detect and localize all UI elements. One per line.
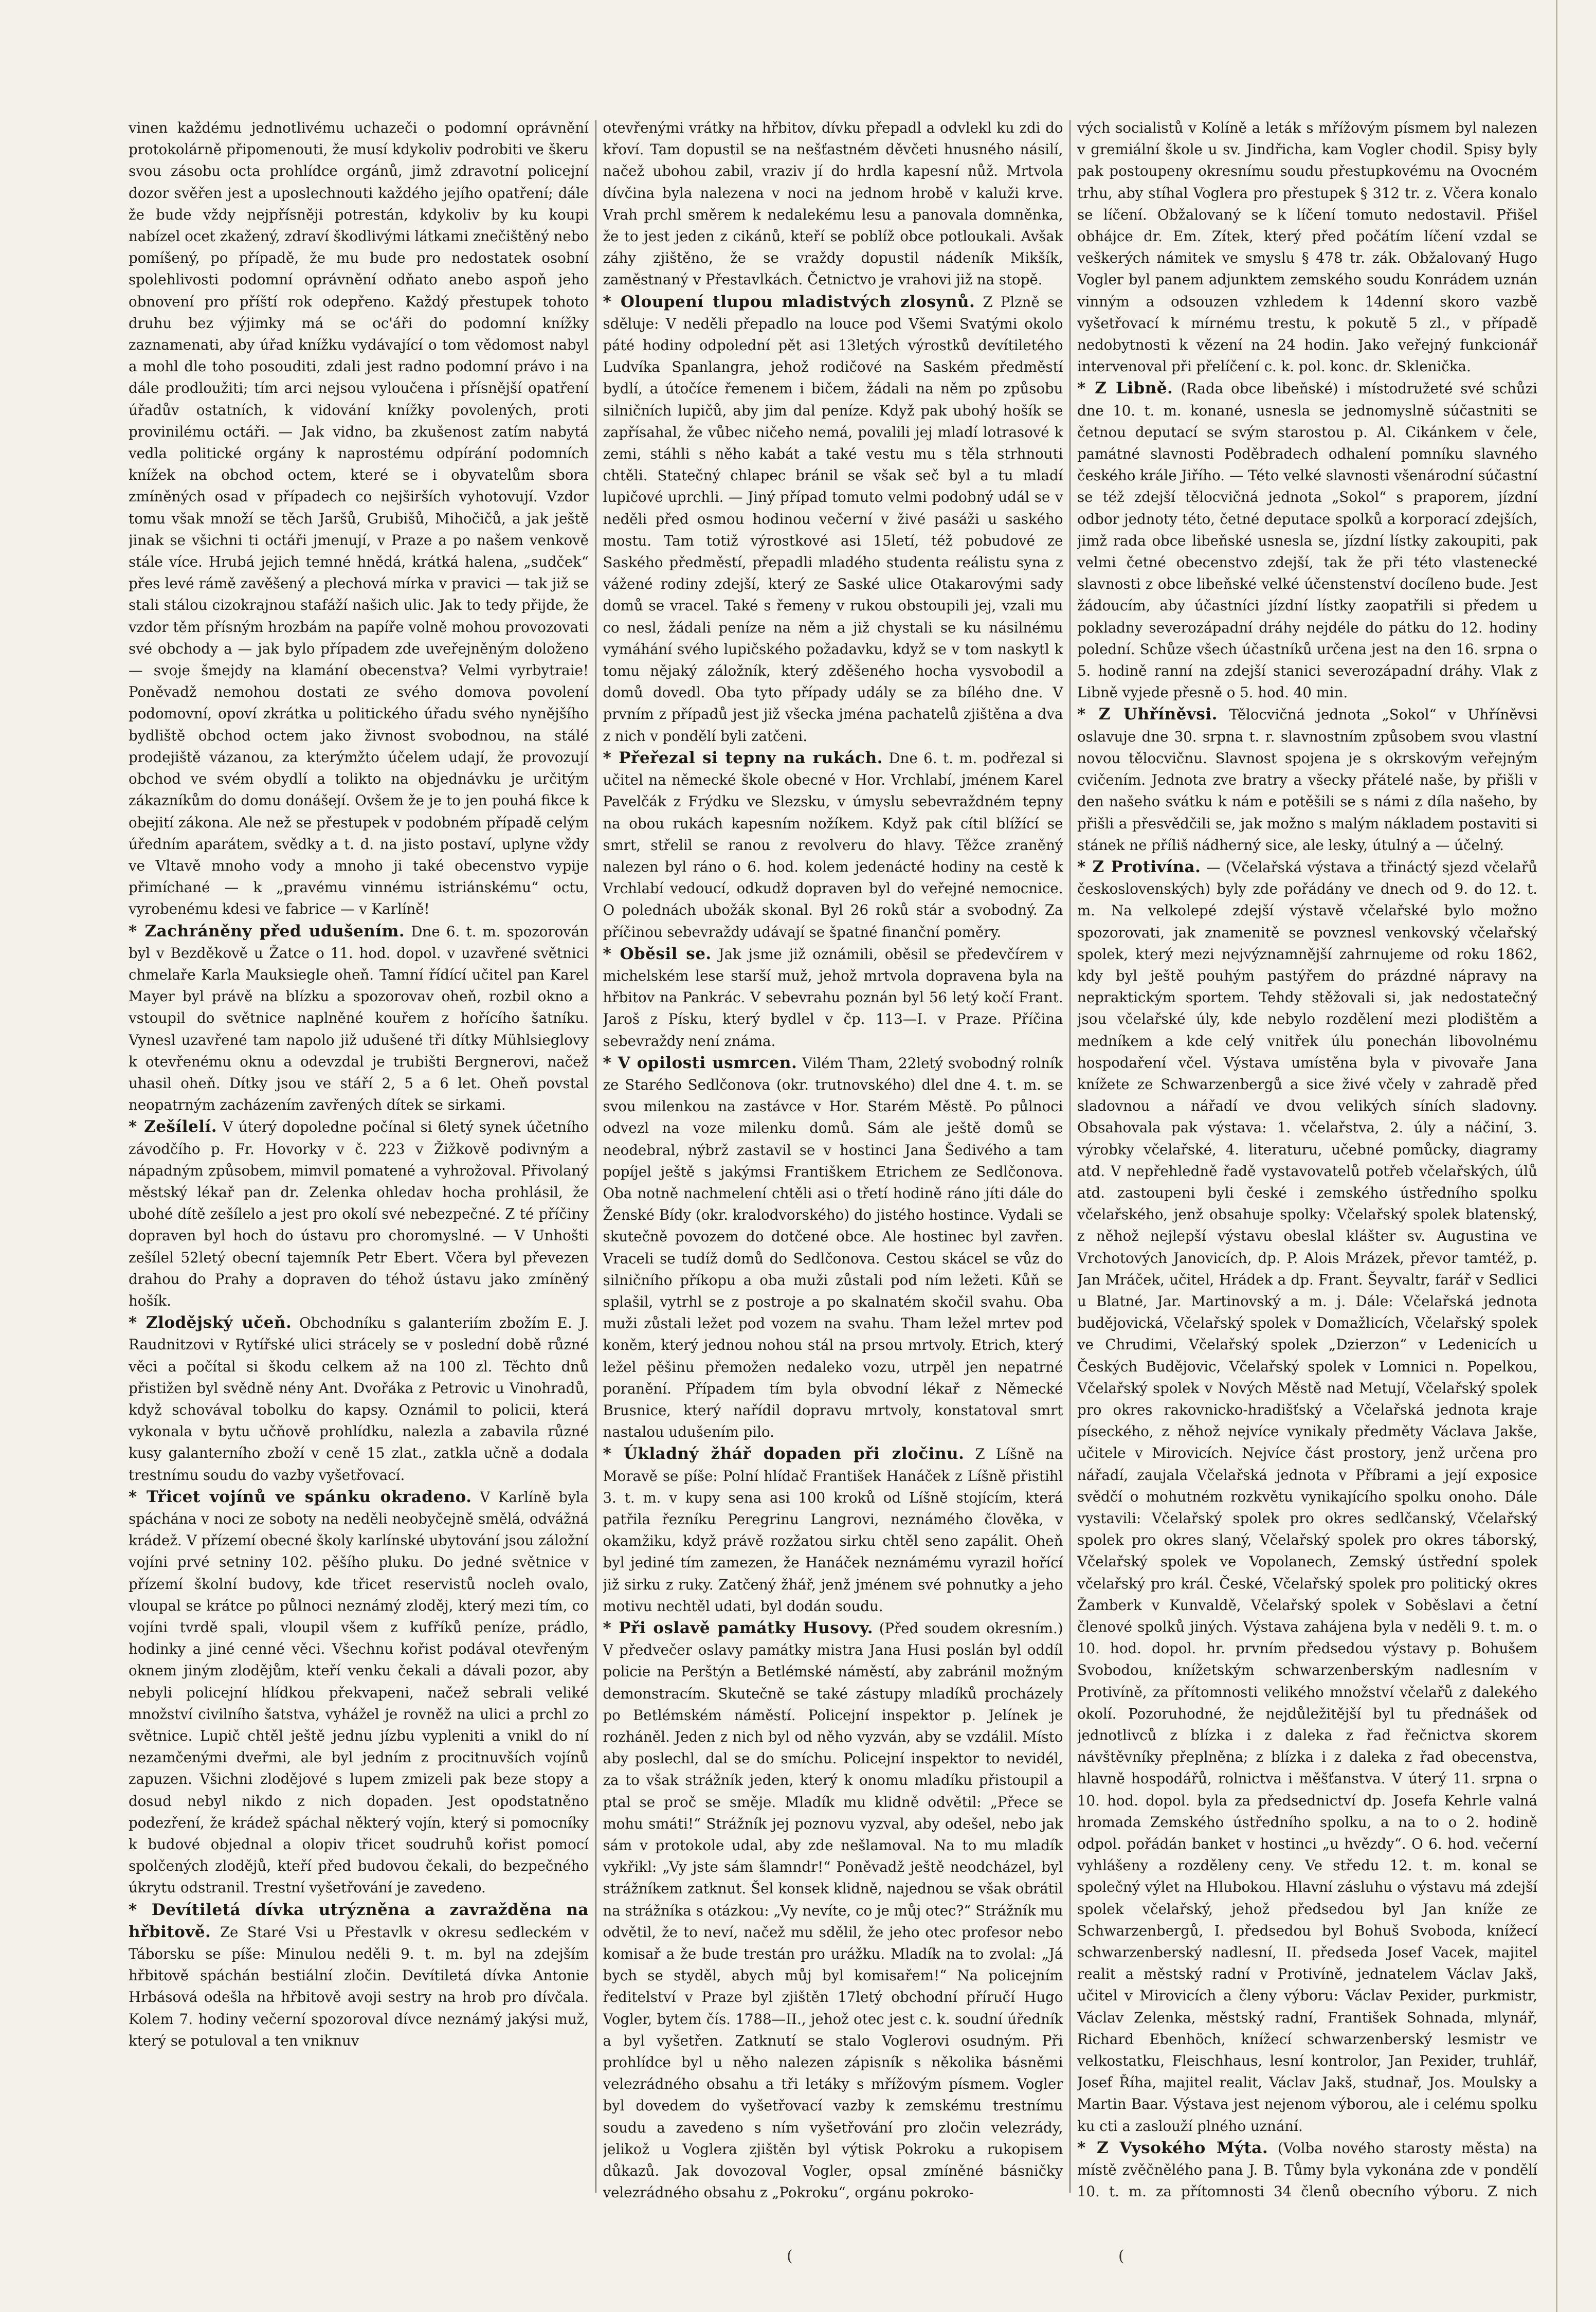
column-divider xyxy=(1069,120,1071,2193)
article-paragraph xyxy=(603,117,1063,291)
article-headline: * Zlodějský učeň. xyxy=(129,1313,292,1332)
article-text: V úterý dopoledne počínal si 6letý synek účetního závodčího p. Fr. Hovorky v č. 223 v Žižkově podivným a nápadným způsobem, mimvil pomatené a vyhrožoval. Přivolaný městský lékař pan dr. Zelenka ohledav hocha prohlásil, že ubohé dítě zešílelo a jest pro okolí své nebezpečné. Z té příčiny dopraven byl hoch do ústavu pro choromyslné. — V Unhošti zešílel 52letý obecní tajemník Petr Ebert. Včera byl převezen drahou do Prahy a dopraven do téhož ústavu jako zmíněný hošík. xyxy=(129,1118,589,1309)
article-text: vinen každému jednotlivému uchazeči o podomní oprávnění protokolárně připomenouti, že musí kdykoliv podrobiti ve škeru svou zásobu octa prohlídce orgánů, jimž zdravotní policejní dozor svěřen jest a uposlechnouti každého jejího opatření; dále že bude vždy nejpřísněji potrestán, kdykoliv by ku koupi nabízel ocet zkažený, zdraví škodlivými látkami znečištěný nebo pomíšený, po případě, že mu bude pro nedostatek osobní spolehlivosti podomní oprávnění odňato anebo aspoň jeho obnovení pro příští rok odepřeno. Každý přestupek tohoto druhu bez výjimky má se oc'áři do podomní knížky zaznamenati, aby úřad knížku vydávající o tom vědomost nabyl a mohl dle toho posouditi, zdali jest radno podomní právo i na dále prodloužiti; tím arci nejsou vyloučena i přísnější opatření úřadův ostatních, k vidování knížky povolených, proti provinilému octáři. — Jak vidno, ba zkušenost zatím nabytá vedla politické orgány k naprostému odpírání podomních knížek na obchod octem, které se i obyvatelům sbora zmíněných osad v případech co nejširších vyhotovují. Vzdor tomu však množí se těch Jaršů, Grubišů, Mihočičů, a jak ještě jinak se všichni ti octáři jmenují, v Praze a po našem venkově stále více. Hrubá jejich temné hnědá, krátká halena, „sudček“ přes levé rámě zavěšený a plechová mírka v pravici — tak již se stali stálou cizokrajnou stafáží našich ulic. Jak to tedy přijde, že vzdor těm přísným hrozbám na papíře volně mohou provozovati své obchody a — jak bylo případem zde uveřejněným doloženo — svoje šmejdy na klamání obecenstva? Velmi vyrbytraie! Poněvadž nemohou dostati ze svého domova povolení podomovní, opoví zkrátka u politického úřadu svého nynějšího bydliště obchod octem jako živnost svobodnou, na stálé prodejiště vázanou, za kterýmžto účelem udají, že provozují obchod ve svém obydlí a tolikto na objednávku je určitým zákazníkům do domu donášejí. Ovšem že je to jen pouhá fikce k obejití zákona. Ale než se přestupek v podobném případě celým úředním aparátem, svědky a t. d. na jisto postaví, uplyne vždy ve Vltavě mnoho vody a mnoho ji také obecenstvo vypije přimíchané — k „pravému vinnému istriánskému“ octu, vyrobenému kdesi ve fabrice — v Karlíně! xyxy=(129,119,589,918)
article-paragraph xyxy=(129,1116,589,1312)
page-edge-line xyxy=(1556,0,1557,2312)
article-text: Dne 6. t. m. podřezal si učitel na německé škole obecné v Hor. Vrchlabí, jménem Karel Pavelčák z Frýdku ve Slezsku, v úmyslu sebevraždném tepny na obou rukách kapesním nožíkem. Když pak cítil blížící se smrt, střelil se ranou z revolveru do hlavy. Těžce zraněný nalezen byl ráno o 6. hod. kolem jedenácté hodiny na cestě k Vrchlabí vedoucí, odkudž dopraven byl do veřejné nemocnice. O polednách ubožák skonal. Byl 26 roků stár a svobodný. Za příčinou sebevraždy udávají se špatné finanční poměry. xyxy=(603,749,1063,941)
article-paragraph xyxy=(129,1486,589,1899)
article-paragraph xyxy=(603,747,1063,943)
article-paragraph xyxy=(603,1052,1063,1443)
article-headline: * Z Protivína. xyxy=(1077,857,1201,876)
article-headline: * Z Vysokého Mýta. xyxy=(1077,2138,1268,2157)
article-paragraph xyxy=(603,291,1063,747)
article-headline: * Při oslavě památky Husovy. xyxy=(603,1619,874,1638)
article-paragraph xyxy=(1077,703,1537,856)
column-divider xyxy=(595,120,596,2193)
article-headline: * Zešílelí. xyxy=(129,1117,217,1136)
column-right xyxy=(1077,117,1537,2205)
article-text: Dne 6. t. m. spozorován byl v Bezděkově u Žatce o 11. hod. dopol. v uzavřené světnici chmelaře Karla Mauksiegle oheň. Tamní řídící učitel pan Karel Mayer byl právě na blízku a spozorovav oheň, rozbil okno a vstoupil do světnice naplněné kouřem z hořícího šatníku. Vynesl uzavřené tam napolo již udušené tři dítky Mühlsieglovy k otevřenému oknu a odevzdal je trubišti Bergnerovi, načež uhasil oheň. Dítky jsou ve stáří 2, 5 a 6 let. Oheň povstal neopatrným zacházením zavřených dítek se sirkami. xyxy=(129,923,589,1114)
article-headline: * Zachráněny před udušením. xyxy=(129,922,405,941)
article-text: Obchodníku s galanteriím zbožím E. J. Raudnitzovi v Rytířské ulici strácely se v poslední době různé věci a počítal si škodu celkem až na 100 zl. Těchto dnů přistižen byl svědně nény Ant. Dvořáka z Petrovic u Vinohradů, když schovával tobolku do kapsy. Oznámil to policii, která vykonala v bytu učňově prohlídku, nalezla a zabavila různé kusy galanterního zboží v ceně 15 zlat., zatkla učně a dodala trestnímu soudu do vazby vyšetřovací. xyxy=(129,1314,589,1484)
column-middle xyxy=(603,117,1063,2205)
article-paragraph xyxy=(603,1617,1063,2203)
article-headline: * V opilosti usmrcen. xyxy=(603,1053,797,1072)
article-text: (Rada obce libeňské) i místodružeté své schůzi dne 10. t. m. konané, usnesla se jednomyslně súčastniti se četnou deputací se svým starostou p. Al. Cikánkem v čele, památné slavnosti Poděbradech odhalení pomníku slavného českého krále Jiřího. — Této velké slavnosti všenárodní súčastní se též zdejší tělocvičná jednota „Sokol“ s praporem, jízdní odbor jednoty této, četné deputace spolků a korporací zdejších, jimž rada obce libeňské usnesla se, jízdní lístky zakoupiti, pak velmi četné obecenstvo zdejší, tak že při této vlastenecké slavnosti z obce libeňské velké účenstenství docíleno bude. Jest žádoucím, aby účastníci jízdní lístky zaopatřili si předem u pokladny severozápadní dráhy nejdéle do pátku do 12. hodiny polední. Schůze všech účastníků určena jest na den 16. srpna o 5. hodině ranní na zdejší stanici severozápadní dráhy. Vlak z Libně vyjede přesně o 5. hod. 40 min. xyxy=(1077,380,1537,701)
article-text: Tělocvičná jednota „Sokol“ v Uhříněvsi oslavuje dne 30. srpna t. r. slavnostním způsobem svou vlastní novou tělocvičnu. Slavnost spojena je s okrskovým veřejným cvičením. Jednota zve bratry a všecky přátelé naše, by přišli v den našeho svátku k nám e potěšili se s námi z díla našeho, by přišli a přesvědčili se, jak možno s malým nákladem postaviti si stánek ne příliš nádherný sice, ale lesky, útulný a — účelný. xyxy=(1077,706,1537,854)
article-headline: * Přeřezal si tepny na rukách. xyxy=(603,748,883,767)
article-text: Z Líšně na Moravě se píše: Polní hlídač František Hanáček z Líšně přistihl 3. t. m. v kupy sena asi 100 kroků od Líšně stojícím, která patřila řezníku Peregrinu Langrovi, neznámého člověka, v okamžiku, když právě rozžatou sirku chtěl seno zapálit. Oheň byl jediné tím zamezen, že Hanáček neznámému vyrazil hořící již sirku z ruky. Zatčený žhář, jenž jménem své pohnutky a jeho motivu nechtěl udati, byl dodán soudu. xyxy=(603,1446,1063,1615)
article-paragraph xyxy=(1077,856,1537,2137)
article-paragraph xyxy=(1077,2137,1537,2205)
footer-mark-left: ( xyxy=(787,2247,793,2265)
article-headline: * Devítiletá dívka utrýzněna a zavražděna na hřbitově. xyxy=(129,1900,589,1941)
article-paragraph xyxy=(1077,117,1537,377)
article-text: Vilém Tham, 22letý svobodný rolník ze Starého Sedlčonova (okr. trutnovského) dlel dne 4. t. m. se svou milenkou na zastávce v Hor. Starém Městě. Po půlnoci odvezl na voze milenku domů. Sám ale ještě domů se neodebral, nýbrž zastavil se v hostinci Jana Šedivého a tam popíjel ještě s jakýmsi Františkem Etrichem ze Sedlčonova. Oba notně nachmelení chtěli asi o třetí hodině ráno jíti dále do Ženské Bídy (okr. kralodvorského) do jistého hostince. Vydali se skutečně povozem do dotčené obce. Ale hostinec byl zavřen. Vraceli se tudíž domů do Sedlčonova. Cestou skácel se vůz do silničního příkopu a oba muži zůstali pod ním ležeti. Kůň se splašil, vytrhl se z postroje a po skalnatém skočil svahu. Oba muži zůstali ležet pod vozem na svahu. Tham ležel mrtev pod koněm, který jednou nohou stál na prsou mrtvoly. Etrich, který ležel pěšinu přemožen nedaleko vozu, utrpěl jen nepatrné poranění. Případem tím byla obvodní lékař z Německé Brusnice, který nařídil dopravu mrtvoly, konstatoval smrt nastalou udušením pilo. xyxy=(603,1054,1063,1441)
article-paragraph xyxy=(1077,377,1537,703)
article-headline: * Třicet vojínů ve spánku okradeno. xyxy=(129,1487,472,1506)
article-text: — (Včelařská výstava a třináctý sjezd včelařů československých) byly zde pořádány ve dnech od 9. do 12. t. m. Na velkolepé zdejší výstavě včelařské bylo možno spozorovati, jak znamenitě se povznesl venkovský včelařský spolek, který mezi nejvýznamnější zahrnujeme od roku 1862, kdy byl ještě pouhým pastýřem do prázdné nápravy na nepraktickým sportem. Tehdy stěžovali si, jak nedostatečný jsou včelařské úly, kde nebylo rozdělení mezi plodištěm a medníkem a kde celý vnitřek úlu ponechán libovolnému hospodaření včel. Výstava umístěna byla v pivovaře Jana knížete ze Schwarzenbergů a sice živé včely v zahradě před sladovnou a nářadí ve dvou velikých síních sladovny. Obsahovala pak výstava: 1. včelařstva, 2. úly a náčiní, 3. výrobky včelařské, 4. literaturu, učebné pomůcky, diagramy atd. V nepřehledně řadě vystavovatelů potřeb včelařských, úlů atd. zastoupeni byli české i zemského ústředního spolku včelařského, jenž obsahuje spolky: Včelařský spolek blatenský, z něhož nejlepší výstavu obeslal klášter sv. Augustina ve Vrchotových Janovicích, dp. P. Alois Mrázek, převor tamtéž, p. Jan Mráček, učitel, Hrádek a dp. Frant. Šeyvaltr, farář v Sedlici u Blatné, Jar. Martinovský a m. j. Dále: Včelařská jednota budějovická, Včelařský spolek v Domažlicích, Včelařský spolek ve Chrudimi, Včelařský spolek „Dzierzon“ v Ledenicích u Českých Budějovic, Včelařský spolek v Lomnici n. Popelkou, Včelařský spolek v Nových Městě nad Metují, Včelařský spolek pro okres rakovnicko-hradišťský a Včelařská jednota kraje píseckého, z něhož nejvíce vynikaly předměty Václava Jakše, učitele v Mirovicích. Nejvíce část prostory, jenž určena pro nářadí, zaujala Včelařská jednota v Příbrami a její exposice svědčí o mohutném rozkvětu vynikajícího spolku onoho. Dále vystavili: Včelařský spolek pro okres sedlčanský, Včelařský spolek pro okres slaný, Včelařský spolek pro okres táborský, Včelařský spolek ve Vopolanech, Zemský ústřední spolek včelařský pro král. České, Včelařský spolek pro politický okres Žamberk v Kunvaldě, Včelařský spolek v Soběslavi a četní členové spolků jiných. Výstava zahájena byla v neděli 9. t. m. o 10. hod. dopol. hr. prvním předsedou výstavy p. Bohušem Svobodou, knížetským schwarzenberským nadlesním v Protivíně, za přítomnosti velikého množství včelařů z dalekého okolí. Pozoruhodné, že nejdůležitější byl tu přednášek od jednotlivců z blízka i z daleka z řad řečnictva skorem návštěvníky přeplněna; z blízka i z daleka z řad obecenstva, hlavně hospodářů, rolnictva i měšťanstva. V úterý 11. srpna o 10. hod. dopol. byla za předsednictví dp. Josefa Kehrle valná hromada Zemského ústředního spolku, a na to o 2. hodině odpol. pořádán banket v hostinci „u hvězdy“. O 6. hod. večerní vyhlášeny a rozděleny ceny. Ve středu 12. t. m. konal se společný výlet na Hlubokou. Hlavní zásluhu o výstavu má zdejší spolek včelařský, jehož předsedou byl Jan kníže ze Schwarzenbergů, I. předsedou byl Bohuš Svoboda, knížecí schwarzenberský nadlesní, II. předseda Josef Vacek, majitel realit a městský radní v Protivíně, jednatelem Václav Jakš, učitel v Mirovicích a členy výboru: Václav Pexider, purkmistr, Václav Zelenka, městský radní, František Sohnada, mlynář, Richard Ebenhöch, knížecí schwarzenberský lesmistr ve velkostatku, Fleischhaus, lesní kontrolor, Jan Pexider, truhlář, Josef Říha, majitel realit, Václav Jakš, studnař, Jos. Moulsky a Martin Baar. Výstava jest nejenom výborou, ale i celému spolku ku cti a zaslouží plného uznání. xyxy=(1077,858,1537,2135)
column-left xyxy=(129,117,589,2205)
article-text: V Karlíně byla spáchána v noci ze soboty na neděli neobyčejně smělá, odvážná krádež. V přízemí obecné školy karlínské ubytování jsou záložní vojíni prvé setniny 102. pěšího pluku. Do jedné světnice v přízemí školní budovy, kde třicet reservistů nocleh ovalo, vloupal se krátce po půlnoci neznámý zloděj, který mezi tím, co vojíni tvrdě spali, vloupil všem z kufříků peníze, prádlo, hodinky a jiné cenné věci. Všechnu kořist podával otevřeným oknem jiným zlodějům, kteří venku čekali a dávali pozor, aby nebyli policejní hlídkou překvapeni, načež sebrali veliké množství civilního šatstva, vyhážel je rovněž na ulici a prchl zo světnice. Lupič chtěl ještě jednu jízbu vypleniti a vnikl do ní nezamčenými dveřmi, ale byl jedním z procitnuvších vojínů zapuzen. Všichni zlodějové s lupem zmizeli pak beze stopy a dosud nebyl nikdo z nich dopaden. Jest opodstatněno podezření, že krádež spáchal některý vojín, který si pomocníky k budové objednal a olopiv třicet soudruhů kořist pomocí spolčených zlodějů, kteří před budovou čekali, do bezpečného úkrytu odstranil. Trestní vyšetřování je zavedeno. xyxy=(129,1488,589,1896)
article-text: (Před soudem okresním.) V předvečer oslavy památky mistra Jana Husi poslán byl oddíl policie na Perštýn a Betlémské náměstí, aby zabránil možným demonstracím. Skutečně se také zástupy mladíků procházely po Betlémském náměstí. Policejní inspektor p. Jelínek je rozháněl. Jeden z nich byl od něho vyzván, aby se vzdálil. Místo aby poslechl, dal se do smíchu. Policejní inspektor to nevidél, za to však strážník jeden, který k onomu mladíku přistoupil a ptal se proč se směje. Mladík mu klidně odvětil: „Přece se mohu smáti!“ Strážník jej poznovu vyzval, aby odešel, nebo jak sám v protokole udal, aby zde nešlamoval. Na to mu mladík vykřikl: „Vy jste sám šlamndr!“ Poněvadž ještě neodcházel, byl strážníkem zatknut. Šel konsek klidně, najednou se však obrátil na strážníka s otázkou: „Vy nevíte, co je můj otec?“ Strážník mu odvětil, že to neví, načež mu sdělil, že jeho otec profesor nebo komisař a že bude trestán pro urážku. Mladík na to zvolal: „Já bych se styděl, abych můj byl komisařem!“ Na policejním ředitelství v Praze byl zjištěn 17letý obchodní příručí Hugo Vogler, bytem čís. 1788—II., jehož otec jest c. k. soudní úředník a byl vyšetřen. Zatknutí se stalo Voglerovi osudným. Při prohlídce byl u něho nalezen zápisník s několika básněmi velezrádného obsahu a tři letáky s mřížovým písmem. Vogler byl dovedem do vyšetřovací vazby k zemskému trestnímu soudu a zavedeno s ním vyšetřování pro zločin velezrády, jelikož u Voglera zjištěn byl výtisk Pokroku a rukopisem důkazů. Jak dovozoval Vogler, opsal zmíněné básničky velezrádného obsahu z „Pokroku“, orgánu pokroko- xyxy=(603,1620,1063,2201)
article-headline: * Oběsil se. xyxy=(603,944,712,963)
article-paragraph xyxy=(129,1899,589,2052)
article-text: Z Plzně se sděluje: V neděli přepadlo na louce pod Všemi Svatými okolo páté hodiny odpolední pět asi 13letých výrostků devítiletého Ludvíka Spanlangra, jehož rodičové na Saském předměstí bydlí, a útočíce řemenem i bičem, žádali na něm po způsobu silničních lupičů, aby jim dal peníze. Když pak ubohý hošík se zapřísahal, že vůbec ničeho nemá, povalili jej mladí lotrasové k zemi, stáhli s něho kabát a také vestu mu s těla strhnouti chtěli. Statečný chlapec bránil se však seč byl a tu mladí lupičové uprchli. — Jiný případ tomuto velmi podobný udál se v neděli před osmou hodinou večerní v živé pasáži u saského mostu. Tam totiž výrostkové asi 15letí, též pobudové ze Saského předměstí, přepadli mladého studenta reálistu syna z vážené rodiny zdejší, který ze Saské ulice Otakarovými sady domů se vracel. Také s řemeny v rukou obstoupili jej, vzali mu co nesl, žádali peníze na něm a již chystali se ku násilnému vymáhání svého lupičského požadavku, když se v tom naskytl k tomu nějaký záložník, který zděšeného hocha vysvobodil a domů dovedl. Oba tyto případy udály se za bílého dne. V prvním z případů jest již všecka jména pachatelů zjištěna a dva z nich v pondělí byli zatčeni. xyxy=(603,293,1063,745)
article-headline: * Úkladný žhář dopaden při zločinu. xyxy=(603,1444,965,1464)
article-text: (Volba nového starosty města) na místě zvěčnělého pana J. B. Tůmy byla vykonána zde v pondělí 10. t. m. za přítomnosti 34 členů obecního výboru. Z nich xyxy=(1077,2139,1537,2200)
article-headline: * Oloupení tlupou mladistvých zlosynů. xyxy=(603,292,975,311)
text-columns xyxy=(129,117,1537,2205)
article-paragraph xyxy=(129,1312,589,1486)
article-paragraph xyxy=(129,117,589,920)
article-paragraph xyxy=(129,920,589,1116)
article-paragraph xyxy=(603,1443,1063,1617)
article-text: Jak jsme již oznámili, oběsil se předevčírem v michelském lese starší muž, jehož mrtvola dopravena byla na hřbitov na Pankrác. V sebevrahu poznán byl 56 letý kočí Frant. Jaroš z Písku, který bydlel v čp. 113—I. v Praze. Příčina sebevraždy není známa. xyxy=(603,945,1063,1050)
article-text: Ze Staré Vsi u Přestavlk v okresu sedleckém v Táborsku se píše: Minulou neděli 9. t. m. byl na zdejším hřbitově spáchán bestiální zločin. Devítiletá dívka Antonie Hrbásová odešla na hřbitově avoji sestry na hrob pro dívčala. Kolem 7. hodiny večerní spozoroval dívce neznámý jakýsi muž, který se potuloval a ten vniknuv xyxy=(129,1923,589,2049)
footer-mark-right: ( xyxy=(1118,2247,1125,2265)
article-headline: * Z Uhříněvsi. xyxy=(1077,705,1218,724)
article-text: vých socialistů v Kolíně a leták s mřížovým písmem byl nalezen v gremiální škole u sv. Jindřicha, kam Vogler chodil. Spisy byly pak postoupeny okresnímu soudu přestupkovému na Ovocném trhu, aby stíhal Voglera pro přestupek § 312 tr. z. Včera konalo se líčení. Obžalovaný se k líčení tomuto nedostavil. Přišel obhájce dr. Em. Zítek, který před počátím líčení vzdal se veškerých námitek ve smyslu § 478 tr. zák. Obžalovaný Hugo Vogler byl panem adjunktem zemského soudu Konrádem uznán vinným a odsouzen vzhledem k 14denní skoro vazbě vyšetřovací k mírnému trestu, k pokutě 5 zl., v případě nedobytnosti k vězení na 24 hodin. Jako veřejný funkcionář intervenoval při přelíčení c. k. pol. konc. dr. Sklenička. xyxy=(1077,119,1537,375)
article-text: otevřenými vrátky na hřbitov, dívku přepadl a odvlekl ku zdi do křoví. Tam dopustil se na nešťastném děvčeti hnusného násilí, načež ubohou zabil, vraziv jí do hrdla kapesní nůž. Mrtvola dívčina byla nalezena v noci na jednom hrobě v kaluži krve. Vrah prchl směrem k nedalekému lesu a panovala domněnka, že to jest jeden z cikánů, kteří se poblíž obce potloukali. Avšak záhy zjištěno, že se vraždy dopustil nádeník Mikšík, zaměstnaný v Přestavlkách. Četnictvo je vrahovi již na stopě. xyxy=(603,119,1063,288)
article-paragraph xyxy=(603,943,1063,1052)
article-headline: * Z Libně. xyxy=(1077,379,1173,398)
